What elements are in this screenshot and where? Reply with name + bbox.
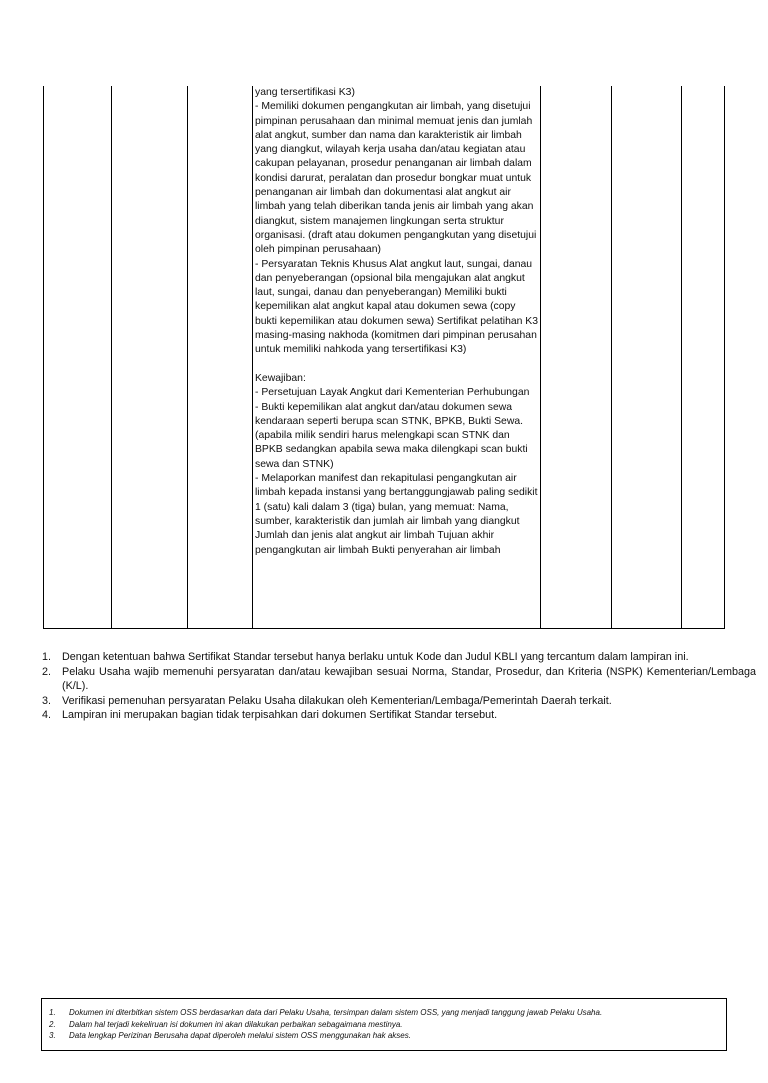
requirements-table [43, 86, 725, 629]
column-divider [252, 86, 253, 628]
column-divider [187, 86, 188, 628]
footer-item: 1. Dokumen ini diterbitkan sistem OSS berdasarkan data dari Pelaku Usaha, tersimpan dalam sistem OSS, yang menjadi tanggung jawab Pelaku Usaha. [49, 1008, 603, 1017]
note-item: 2. Pelaku Usaha wajib memenuhi persyaratan dan/atau kewajiban sesuai Norma, Standar, Prosedur, dan Kriteria (NSPK) Kementerian/Lembaga (K/L). [42, 665, 756, 693]
column-divider [540, 86, 541, 628]
column-divider [681, 86, 682, 628]
footer-item: 3. Data lengkap Perizinan Berusaha dapat diperoleh melalui sistem OSS menggunakan hak akses. [49, 1031, 411, 1041]
note-item: 1. Dengan ketentuan bahwa Sertifikat Standar tersebut hanya berlaku untuk Kode dan Judul KBLI yang tercantum dalam lampiran ini. [42, 651, 689, 663]
note-item: 3. Verifikasi pemenuhan persyaratan Pelaku Usaha dilakukan oleh Kementerian/Lembaga/Pemerintah Daerah terkait. [42, 694, 612, 707]
footer-disclaimer-list [42, 999, 726, 1042]
footer-disclaimer-box [41, 998, 727, 1051]
requirements-cell: yang tersertifikasi K3) - Memiliki dokumen pengangkutan air limbah, yang disetujui pimpinan perusahaan dan minimal memuat jenis dan jumlah alat angkut, sumber dan nama dan karakteristik air limbah yang diangkut, wilayah kerja usaha dan/atau kegiatan atau cakupan pelayanan, prosedur penanganan air limbah dalam kondisi darurat, peralatan dan prosedur bongkar muat untuk penanganan air limbah dan dokumentasi alat angkut air limbah yang telah diberikan tanda jenis air limbah yang akan diangkut, sistem manajemen lingkungan serta struktur organisasi. (draft atau dokumen pengangkutan yang disetujui oleh pimpinan perusahaan) - Persyaratan Teknis Khusus Alat angkut laut, sungai, danau dan penyeberangan (opsional bila mengajukan alat angkut laut, sungai, danau dan penyeberangan) Memiliki bukti kepemilikan alat angkut kapal atau dokumen sewa (copy bukti kepemilikan atau dokumen sewa) Sertifikat pelatihan K3 masing-masing nakhoda (komitmen dari pimpinan perusahan untuk memiliki nahkoda yang tersertifikasi K3) Kewajiban: - Persetujuan Layak Angkut dari Kementerian Perhubungan - Bukti kepemilikan alat angkut dan/atau dokumen sewa kendaraan seperti berupa scan STNK, BPKB, Bukti Sewa. (apabila milik sendiri harus melengkapi scan STNK dan BPKB sedangkan apabila sewa maka dilengkapi scan bukti sewa dan STNK) - Melaporkan manifest dan rekapitulasi pengangkutan air limbah kepada instansi yang bertanggungjawab paling sedikit 1 (satu) kali dalam 3 (tiga) bulan, yang memuat: Nama, sumber, karakteristik dan jumlah air limbah yang diangkut Jumlah dan jenis alat angkut air limbah Tujuan akhir pengangkutan air limbah Bukti penyerahan air limbah [255, 87, 539, 556]
footer-item: 2. Dalam hal terjadi kekeliruan isi dokumen ini akan dilakukan perbaikan sebagaimana mestinya. [49, 1019, 403, 1029]
notes-list [40, 650, 756, 723]
note-item: 4. Lampiran ini merupakan bagian tidak terpisahkan dari dokumen Sertifikat Standar tersebut. [42, 709, 498, 722]
column-divider [611, 86, 612, 628]
column-divider [111, 86, 112, 628]
